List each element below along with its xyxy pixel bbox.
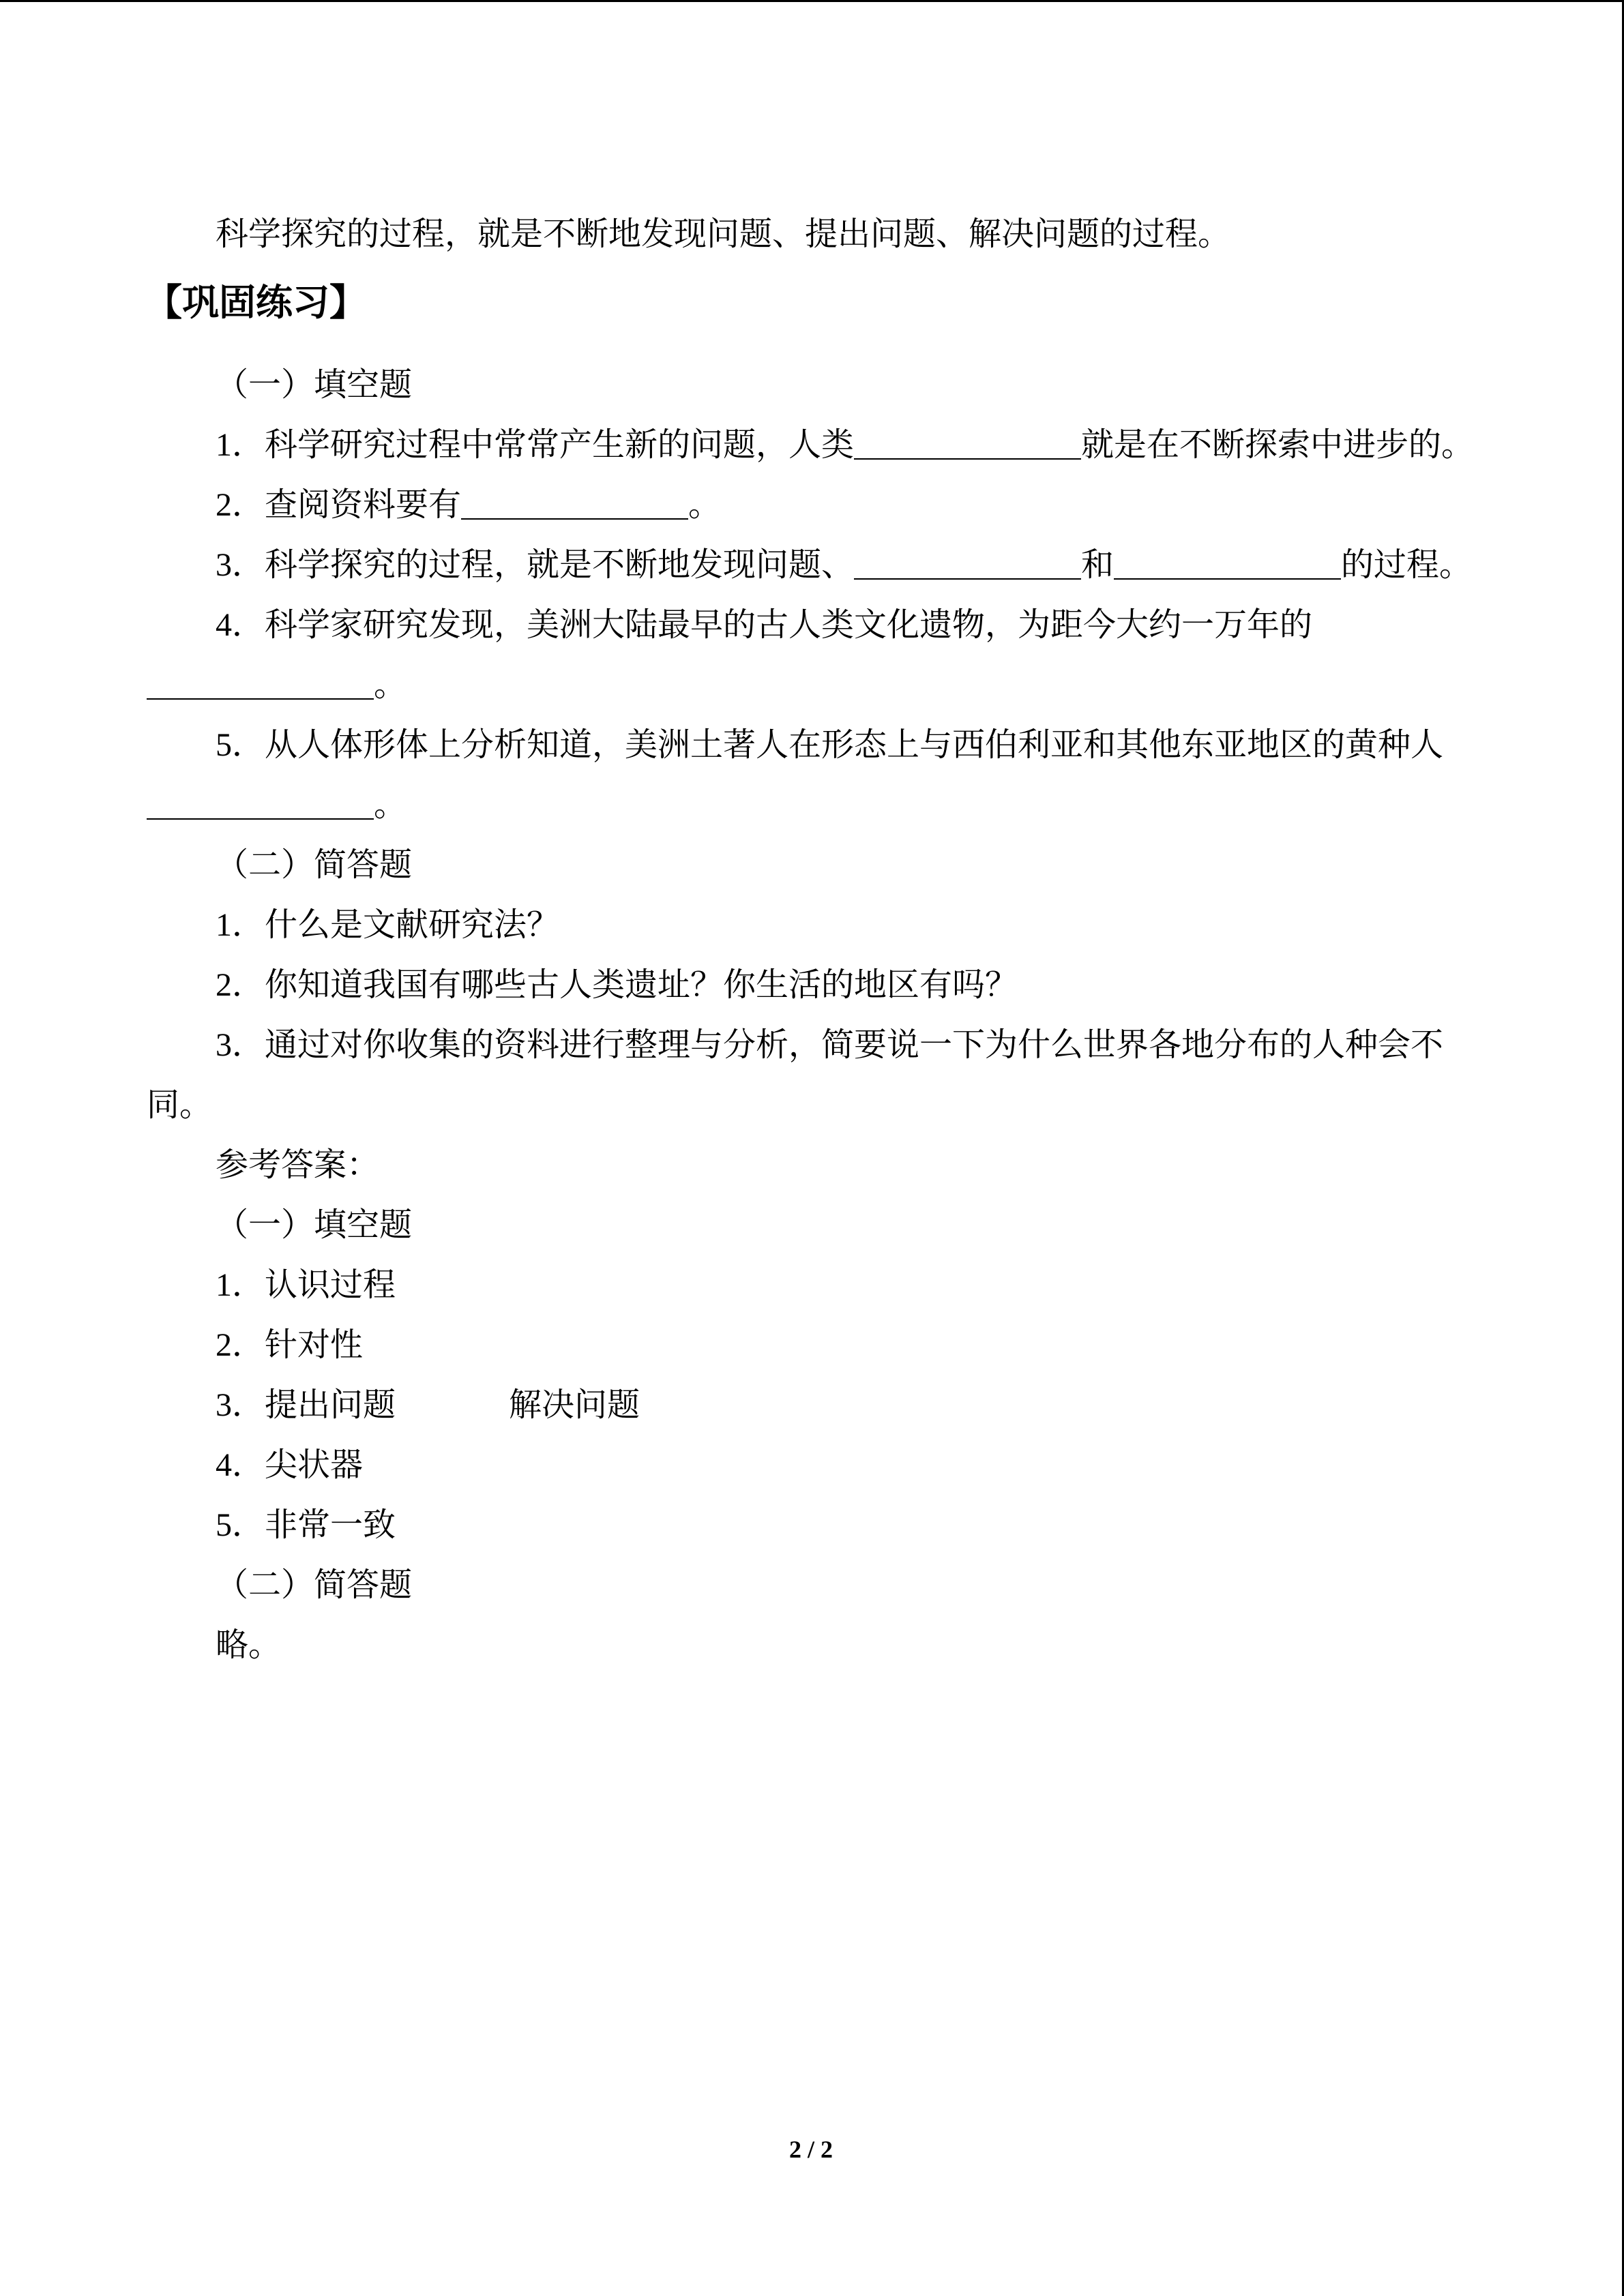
answer-blank: [1114, 578, 1341, 580]
question-text: 。: [374, 667, 407, 703]
answer-2: [147, 1315, 1579, 1375]
question-text: 查阅资料要有: [265, 487, 462, 523]
question-text: 从人体形体上分析知道，美洲土著人在形态上与西伯利亚和其他东亚地区的黄种人: [265, 727, 1444, 763]
answer-text: 非常一致: [265, 1507, 396, 1543]
question-text: 通过对你收集的资料进行整理与分析，简要说一下为什么世界各地分布的人种会不: [265, 1027, 1444, 1063]
fill-blank-question-5: [147, 715, 1579, 775]
answers-fill-blank-title: （一）填空题: [216, 1207, 413, 1243]
short-answer-question-2: [147, 955, 1579, 1015]
question-text: 的过程。: [1341, 547, 1473, 583]
answer-number: 1．: [216, 1267, 265, 1303]
question-number: 4．: [216, 607, 265, 643]
short-answer-answer: 略。: [216, 1627, 282, 1663]
answer-number: 5．: [216, 1507, 265, 1543]
short-answer-section-title: （二）简答题: [216, 847, 413, 883]
question-number: 2．: [216, 967, 265, 1003]
answer-text: 提出问题: [265, 1387, 396, 1423]
fill-blank-question-1: [147, 415, 1579, 475]
short-answer-question-3-continued: 同。: [147, 1087, 213, 1123]
section-heading: 【巩固练习】: [145, 282, 366, 323]
answers-label: 参考答案：: [216, 1147, 380, 1183]
answer-text: 解决问题: [509, 1387, 640, 1423]
question-number: 1．: [216, 907, 265, 943]
answer-4: [147, 1435, 1579, 1495]
answer-blank: [461, 518, 688, 520]
answer-number: 3．: [216, 1387, 265, 1423]
answer-number: 2．: [216, 1327, 265, 1363]
question-text: 你知道我国有哪些古人类遗址？你生活的地区有吗？: [265, 967, 1018, 1003]
fill-blank-question-3: [147, 535, 1579, 595]
question-text: 科学研究过程中常常产生新的问题，人类: [265, 427, 855, 463]
answer-text: 认识过程: [265, 1267, 396, 1303]
question-number: 1．: [216, 427, 265, 463]
fill-blank-question-4: [147, 595, 1579, 655]
answer-3: [147, 1375, 1579, 1435]
page-number: 2 / 2: [788, 2136, 833, 2163]
question-text: 科学家研究发现，美洲大陆最早的古人类文化遗物，为距今大约一万年的: [265, 607, 1313, 643]
fill-blank-question-4-continued: [147, 655, 1579, 715]
exercise-content: [147, 355, 1579, 1675]
fill-blank-question-2: [147, 475, 1579, 535]
question-number: 5．: [216, 727, 265, 763]
question-text: 。: [374, 787, 407, 823]
answer-blank: [147, 818, 374, 820]
answer-1: [147, 1255, 1579, 1315]
answer-blank: [854, 458, 1081, 460]
answer-text: 尖状器: [265, 1447, 364, 1483]
fill-blank-question-5-continued: [147, 775, 1579, 835]
question-text: 和: [1081, 547, 1114, 583]
answer-text: 针对性: [265, 1327, 364, 1363]
question-number: 3．: [216, 1027, 265, 1063]
answer-number: 4．: [216, 1447, 265, 1483]
answer-5: [147, 1495, 1579, 1555]
answer-blank: [854, 578, 1081, 580]
intro-paragraph: 科学探究的过程，就是不断地发现问题、提出问题、解决问题的过程。: [216, 216, 1231, 252]
short-answer-question-1: [147, 895, 1579, 955]
question-number: 2．: [216, 487, 265, 523]
question-text: 什么是文献研究法？: [265, 907, 560, 943]
fill-blank-section-title: （一）填空题: [216, 367, 413, 403]
question-text: 科学探究的过程，就是不断地发现问题、: [265, 547, 855, 583]
answers-short-answer-title: （二）简答题: [216, 1567, 413, 1603]
question-text: 就是在不断探索中进步的。: [1081, 427, 1475, 463]
question-text: 。: [688, 487, 722, 523]
question-number: 3．: [216, 547, 265, 583]
short-answer-question-3: [147, 1015, 1579, 1075]
answer-blank: [147, 698, 374, 700]
